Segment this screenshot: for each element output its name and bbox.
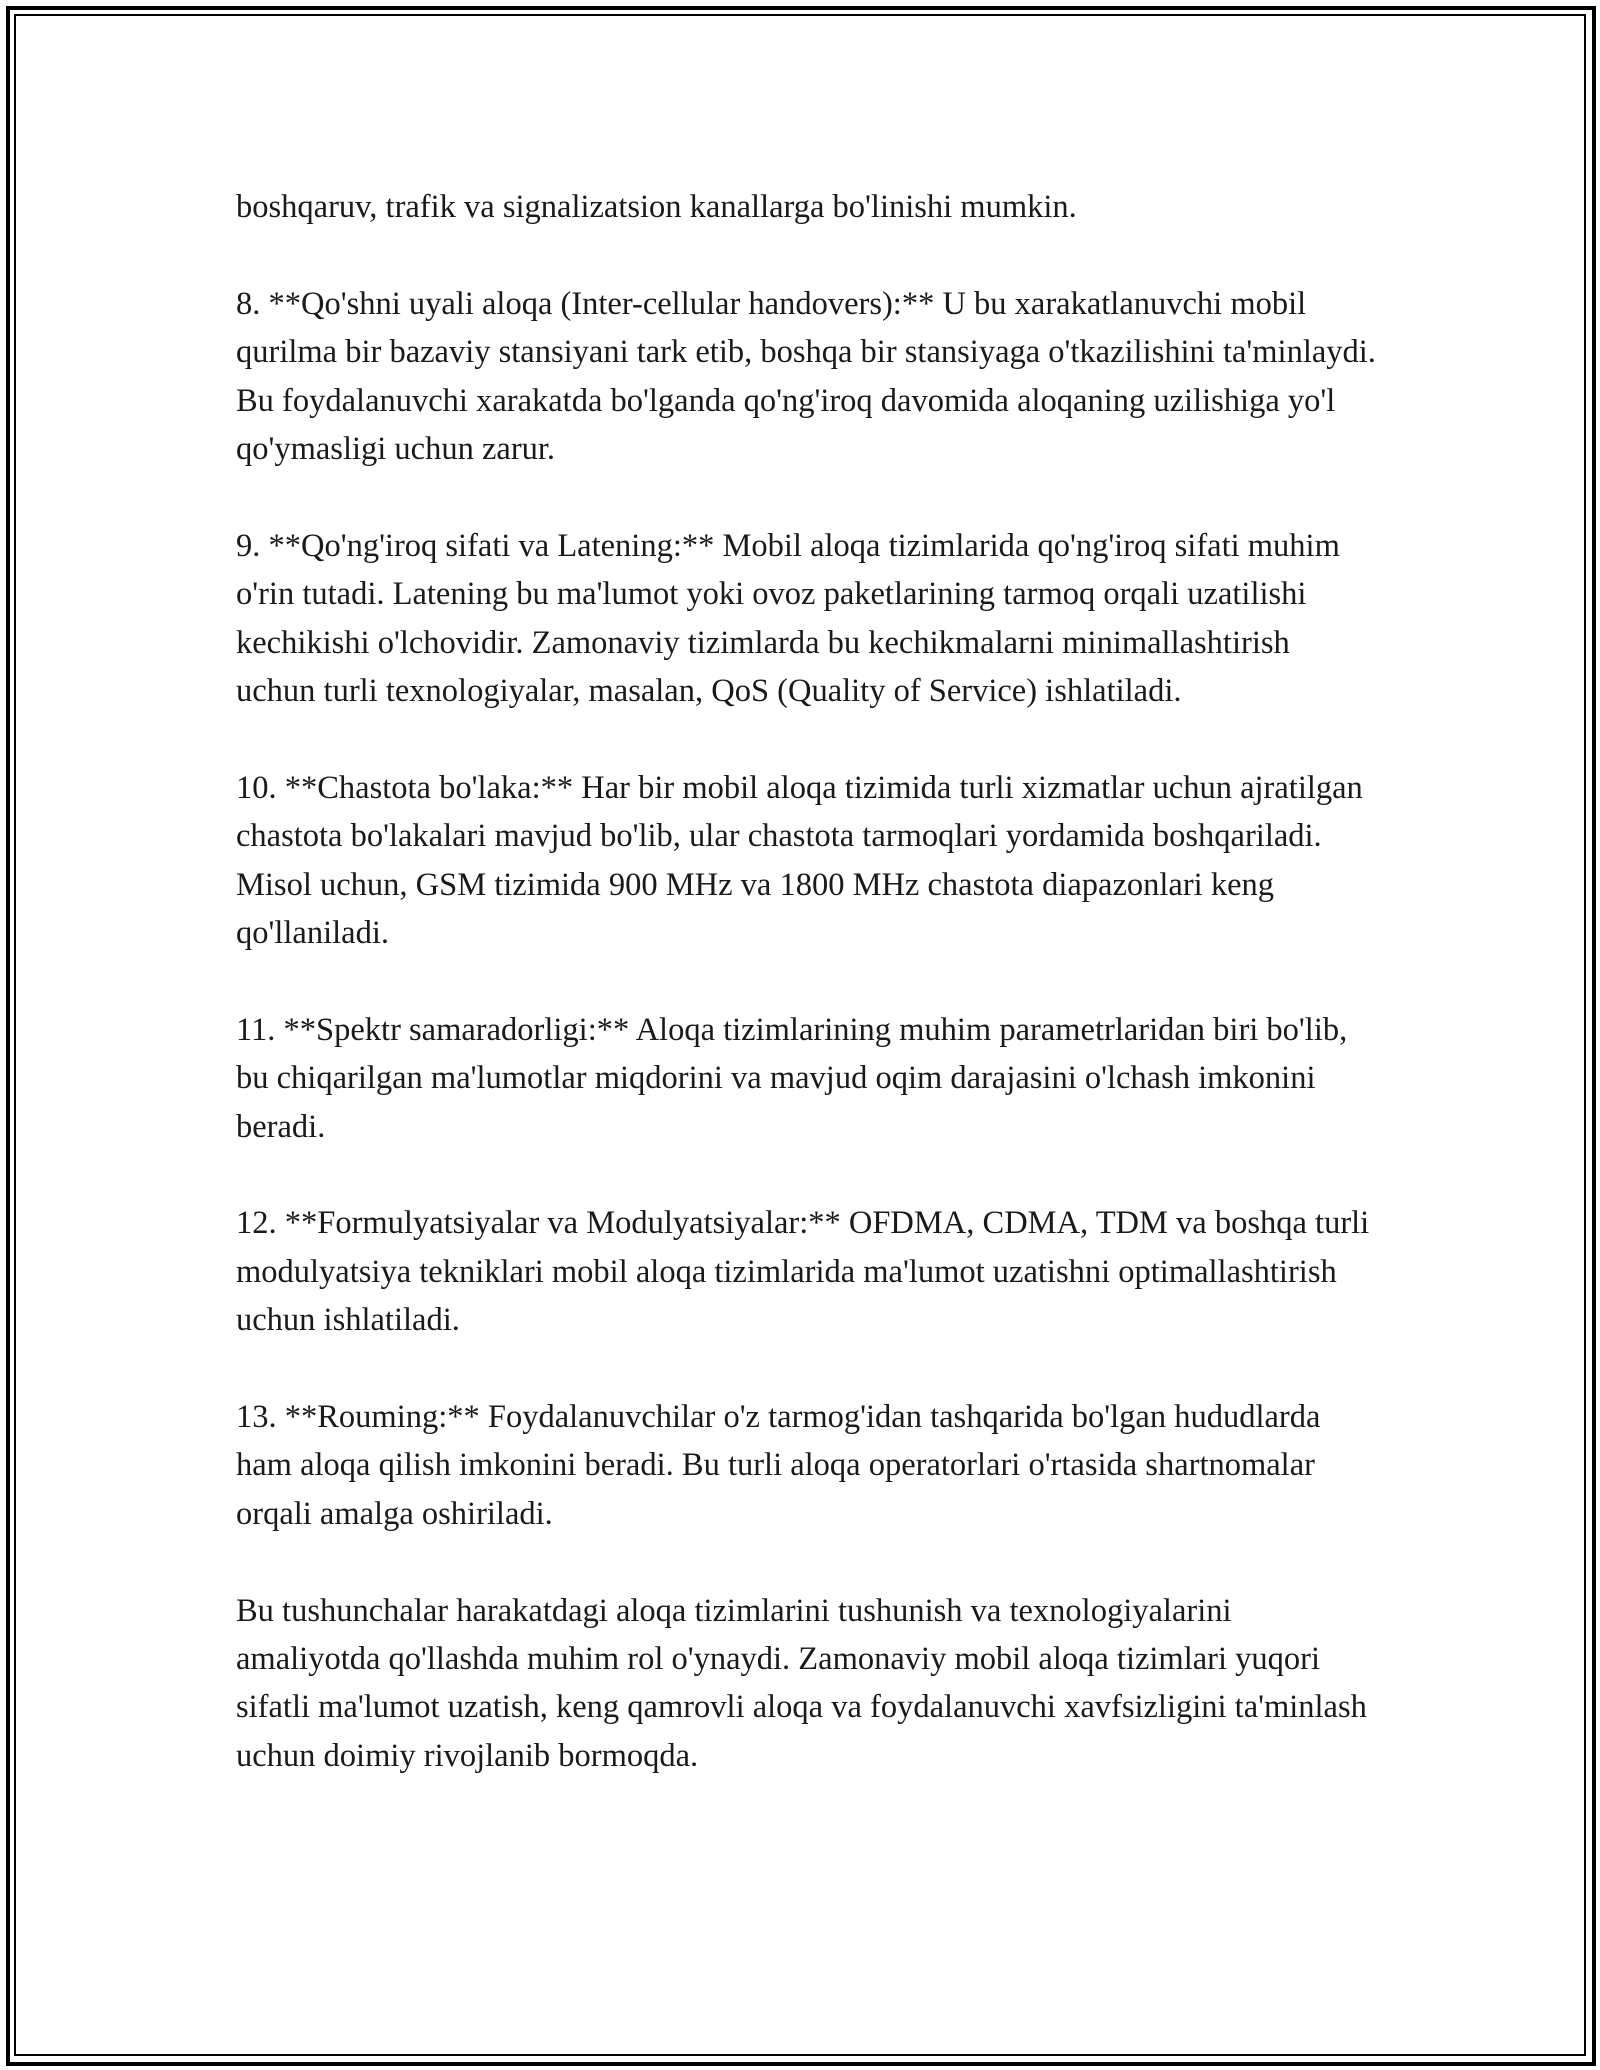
paragraph-item-12: 12. **Formulyatsiyalar va Modulyatsiyalar:** OFDMA, CDMA, TDM va boshqa turli modulyatsiya tekniklari mobil aloqa tizimlarida ma'lumot uzatishni optimallashtirish uchun ishlatiladi. [236,1205,1370,1339]
paragraph-item-11: 11. **Spektr samaradorligi:** Aloqa tizimlarining muhim parametrlaridan biri bo'lib, bu chiqarilgan ma'lumotlar miqdorini va mavjud oqim darajasini o'lchash imkonini beradi. [236,1011,1348,1145]
document-body [236,183,1376,1780]
paragraph-item-10: 10. **Chastota bo'laka:** Har bir mobil aloqa tizimida turli xizmatlar uchun ajratilgan chastota bo'lakalari mavjud bo'lib, ular chastota tarmoqlari yordamida boshqariladi. Misol uchun, GSM tizimida 900 MHz va 1800 MHz chastota diapazonlari keng qo'llaniladi. [236,769,1363,952]
paragraph-item-13: 13. **Rouming:** Foydalanuvchilar o'z tarmog'idan tashqarida bo'lgan hududlarda ham aloqa qilish imkonini beradi. Bu turli aloqa operatorlari o'rtasida shartnomalar orqali amalga oshiriladi. [236,1399,1321,1532]
paragraph-conclusion: Bu tushunchalar harakatdagi aloqa tizimlarini tushunish va texnologiyalarini amaliyotda qo'llashda muhim rol o'ynaydi. Zamonaviy mobil aloqa tizimlari yuqori sifatli ma'lumot uzatish, keng qamrovli aloqa va foydalanuvchi xavfsizligini ta'minlash uchun doimiy rivojlanib bormoqda. [236,1592,1367,1774]
paragraph-item-9: 9. **Qo'ng'iroq sifati va Latening:** Mobil aloqa tizimlarida qo'ng'iroq sifati muhim o'rin tutadi. Latening bu ma'lumot yoki ovoz paketlarining tarmoq orqali uzatilishi kechikishi o'lchovidir. Zamonaviy tizimlarda bu kechikmalarni minimallashtirish uchun turli texnologiyalar, masalan, QoS (Quality of Service) ishlatiladi. [236,527,1340,710]
paragraph-item-8: 8. **Qo'shni uyali aloqa (Inter-cellular handovers):** U bu xarakatlanuvchi mobil qurilma bir bazaviy stansiyani tark etib, boshqa bir stansiyaga o'tkazilishini ta'minlaydi. Bu foydalanuvchi xarakatda bo'lganda qo'ng'iroq davomida aloqaning uzilishiga yo'l qo'ymasligi uchun zarur. [236,285,1376,468]
paragraph-continuation: boshqaruv, trafik va signalizatsion kanallarga bo'linishi mumkin. [236,189,1077,225]
